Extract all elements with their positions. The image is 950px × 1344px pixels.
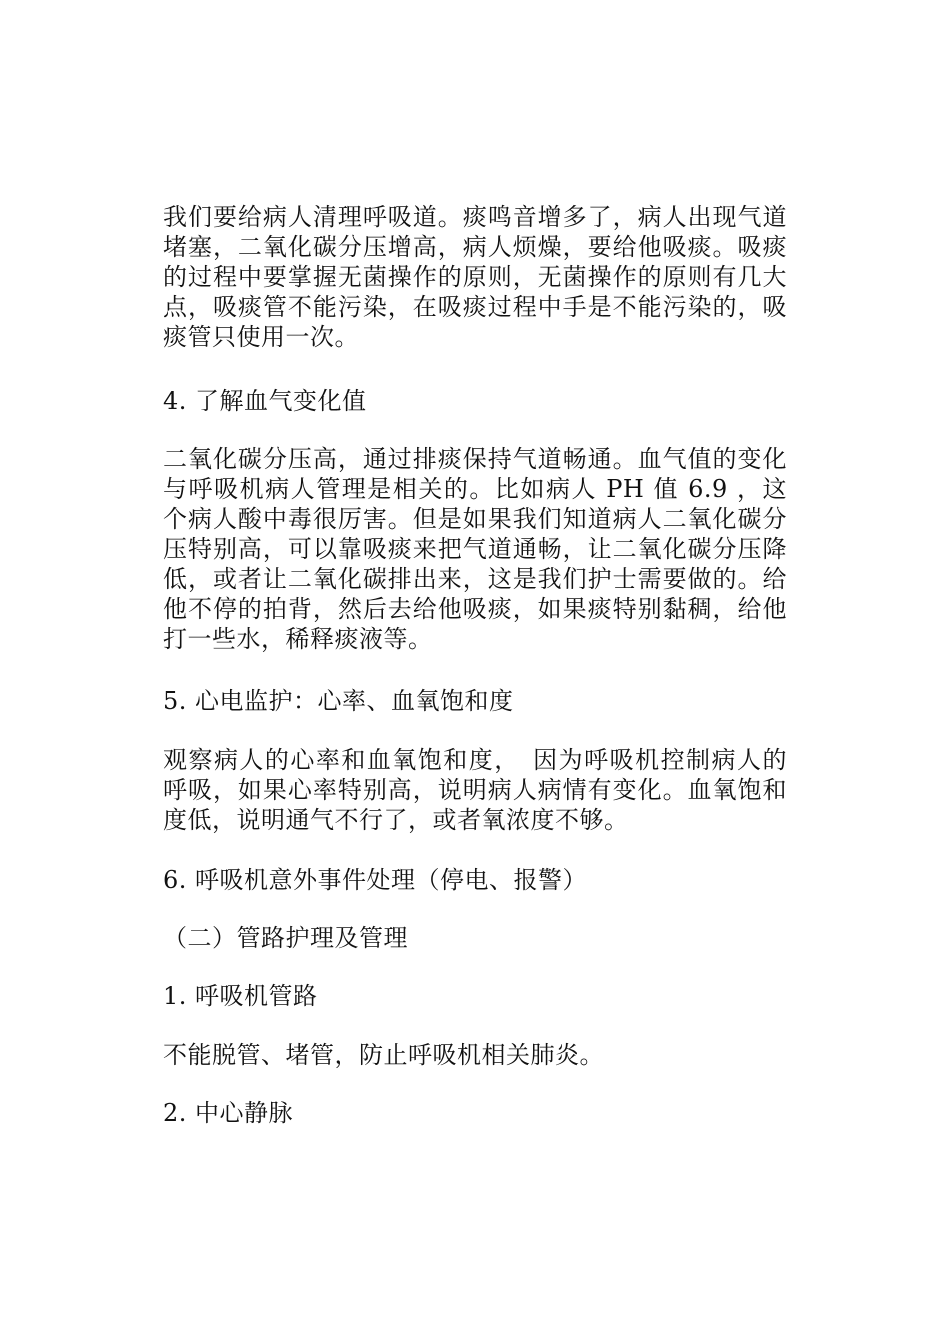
heading-ecg-monitoring: 5. 心电监护：心率、血氧饱和度 — [163, 687, 514, 715]
paragraph-airway-suction: 我们要给病人清理呼吸道。痰鸣音增多了，病人出现气道堵塞，二氧化碳分压增高，病人烦燥，要给他吸痰。吸痰的过程中要掌握无菌操作的原则，无菌操作的原则有几大点，吸痰管不能污染，在吸痰过程中手是不能污染的，吸痰管只使用一次。 — [163, 203, 787, 351]
paragraph-ecg-monitoring: 观察病人的心率和血氧饱和度， 因为呼吸机控制病人的呼吸，如果心率特别高，说明病人病情有变化。血氧饱和度低，说明通气不行了，或者氧浓度不够。 — [163, 746, 787, 834]
document-page — [163, 0, 787, 1344]
paragraph-ventilator-tubing: 不能脱管、堵管，防止呼吸机相关肺炎。 — [163, 1041, 604, 1069]
paragraph-blood-gas: 二氧化碳分压高，通过排痰保持气道畅通。血气值的变化与呼吸机病人管理是相关的。比如病人 PH 值 6.9 ，这个病人酸中毒很厉害。但是如果我们知道病人二氧化碳分压特别高，可以靠吸痰来把气道通畅，让二氧化碳分压降低，或者让二氧化碳排出来，这是我们护士需要做的。给他不停的拍背，然后去给他吸痰，如果痰特别黏稠，给他打一些水，稀释痰液等。 — [163, 445, 787, 653]
heading-ventilator-tubing: 1. 呼吸机管路 — [163, 982, 318, 1010]
heading-ventilator-incidents: 6. 呼吸机意外事件处理（停电、报警） — [163, 866, 588, 894]
heading-central-venous: 2. 中心静脉 — [163, 1099, 294, 1127]
heading-tube-care: （二）管路护理及管理 — [163, 924, 408, 952]
heading-blood-gas: 4. 了解血气变化值 — [163, 387, 367, 415]
